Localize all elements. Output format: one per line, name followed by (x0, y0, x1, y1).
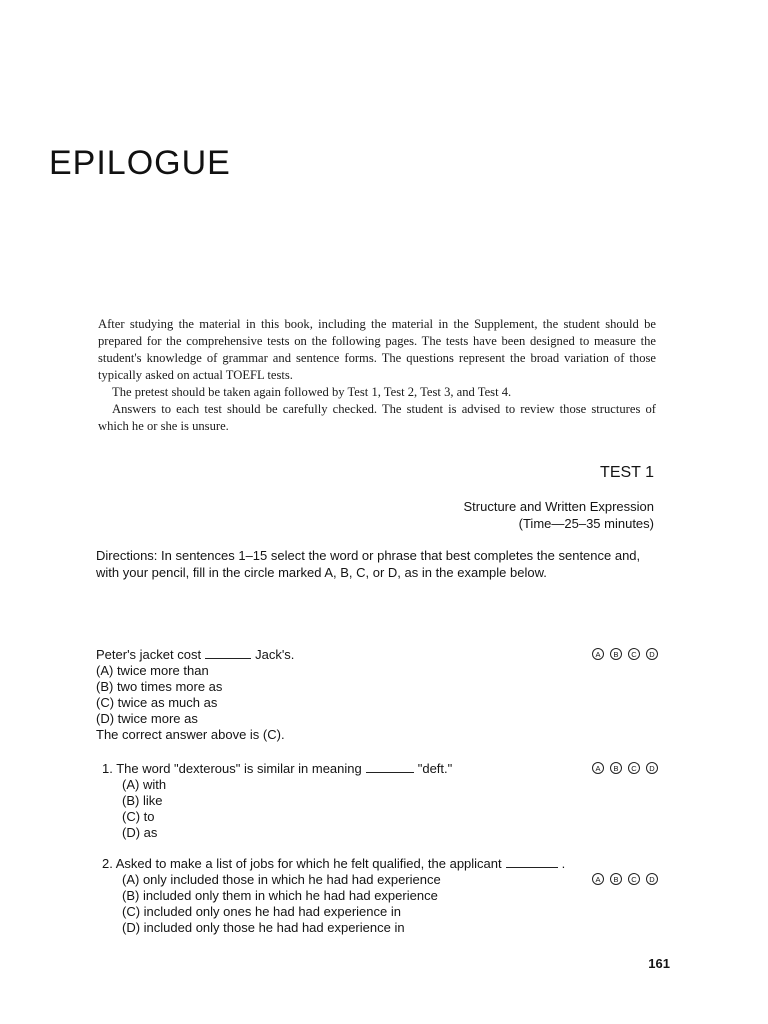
option: (C) to (122, 809, 155, 824)
example-stem (96, 647, 658, 663)
intro-paragraph: Answers to each test should be carefully checked. The student is advised to review those structures of which he or she is unsure. (98, 402, 656, 433)
bubble-a[interactable]: A (592, 873, 604, 885)
page-number: 161 (648, 956, 670, 971)
bubble-b[interactable]: B (610, 873, 622, 885)
stem-text: Peter's jacket cost (96, 647, 202, 662)
option: (C) twice as much as (96, 695, 218, 710)
option: (B) included only them in which he had had experience (122, 888, 438, 903)
option: (A) with (122, 777, 167, 792)
option: (D) included only those he had had experience in (122, 920, 405, 935)
bubble-a[interactable]: A (592, 762, 604, 774)
answer-blank (205, 657, 251, 659)
stem-text: . (561, 856, 566, 871)
bubble-b[interactable]: B (610, 762, 622, 774)
example-question (96, 647, 658, 743)
directions: Directions: In sentences 1–15 select the word or phrase that best completes the sentence and, with your pencil, fill in the circle marked A, B, C, or D, as in the example below. (96, 548, 641, 580)
bubble-c[interactable]: C (628, 762, 640, 774)
answer-blank (506, 866, 558, 868)
test-title: TEST 1 (600, 464, 654, 481)
answer-bubbles (592, 761, 658, 774)
question-1 (102, 761, 658, 841)
section-name: Structure and Written Expression (463, 499, 654, 514)
bubble-d[interactable]: D (646, 873, 658, 885)
section-info (463, 498, 654, 532)
question-2 (102, 856, 658, 936)
question-number: 2. (102, 856, 113, 871)
intro-paragraph: After studying the material in this book, including the material in the Supplement, the student should be prepared for the comprehensive tests on the following pages. The tests have been designed to measure the student's knowledge of grammar and sentence forms. The questions represent the broad variation of those typically asked on actual TOEFL tests. (98, 317, 656, 382)
question-stem (102, 856, 658, 872)
answer-bubbles (592, 872, 658, 885)
answer-bubbles (592, 647, 658, 660)
option: (C) included only ones he had had experience in (122, 904, 401, 919)
bubble-b[interactable]: B (610, 648, 622, 660)
stem-text: Asked to make a list of jobs for which he felt qualified, the applicant (115, 856, 502, 871)
option: (A) twice more than (96, 663, 209, 678)
intro-text (98, 316, 656, 435)
answer-blank (366, 771, 414, 773)
option: (D) twice more as (96, 711, 198, 726)
bubble-d[interactable]: D (646, 648, 658, 660)
bubble-c[interactable]: C (628, 873, 640, 885)
chapter-title: EPILOGUE (49, 144, 231, 182)
bubble-d[interactable]: D (646, 762, 658, 774)
bubble-a[interactable]: A (592, 648, 604, 660)
option: (D) as (122, 825, 158, 840)
stem-text: "deft." (417, 761, 453, 776)
time-limit: (Time—25–35 minutes) (518, 516, 654, 531)
option-text: (A) only included those in which he had had experience (122, 872, 441, 887)
stem-text: Jack's. (255, 647, 295, 662)
question-stem (102, 761, 658, 777)
bubble-c[interactable]: C (628, 648, 640, 660)
stem-text: The word "dexterous" is similar in meaning (116, 761, 362, 776)
option (102, 872, 658, 888)
option: (B) like (122, 793, 163, 808)
option: (B) two times more as (96, 679, 223, 694)
intro-paragraph: The pretest should be taken again followed by Test 1, Test 2, Test 3, and Test 4. (112, 385, 512, 399)
question-number: 1. (102, 761, 113, 776)
answer-note: The correct answer above is (C). (96, 727, 285, 742)
